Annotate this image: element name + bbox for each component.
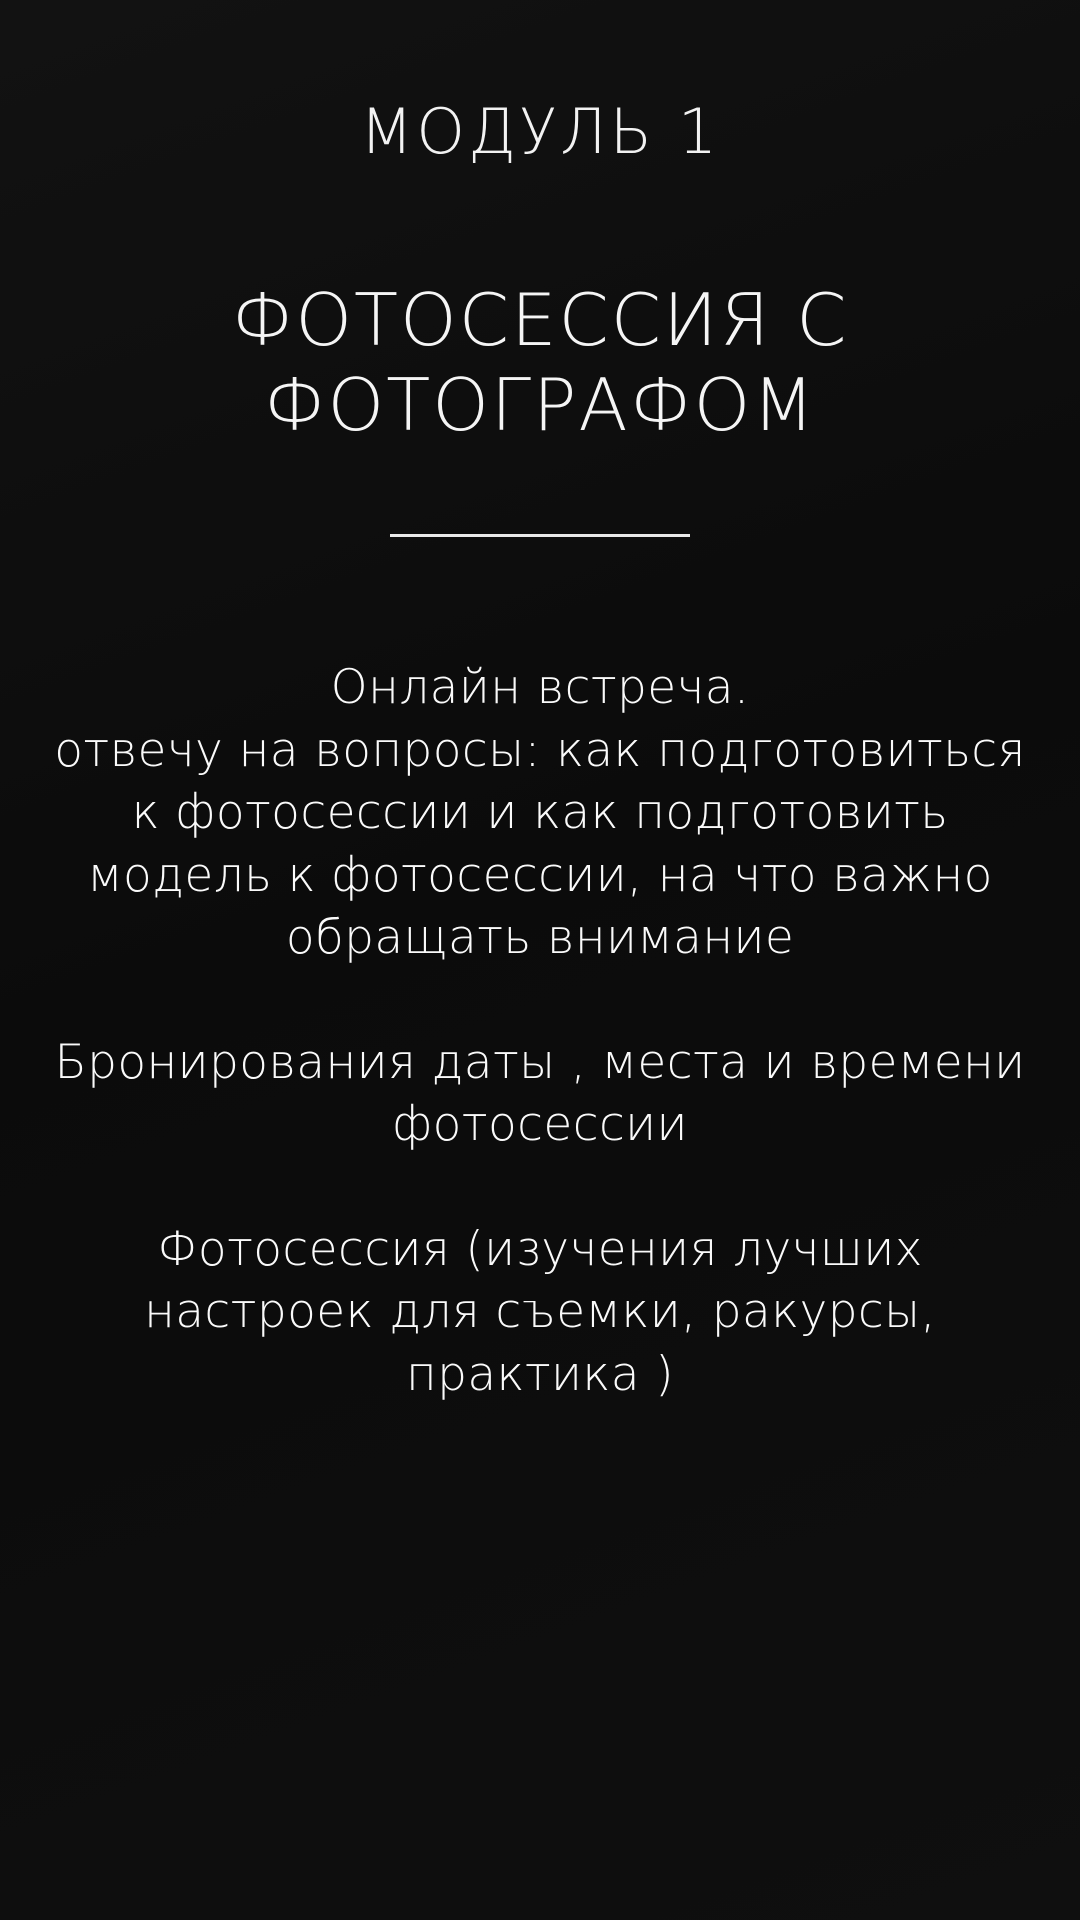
- page-title: ФОТОСЕССИЯ С ФОТОГРАФОМ: [231, 278, 849, 448]
- paragraph-photoshoot: Фотосессия (изучения лучших настроек для съемки, ракурсы, практика ): [144, 1221, 936, 1402]
- divider: [390, 534, 690, 537]
- paragraph-intro: Онлайн встреча. отвечу на вопросы: как подготовиться к фотосессии и как подготовить модель к фотосессии, на что важно обращать внимание: [54, 660, 1026, 966]
- paragraph-booking: Бронирования даты , места и времени фотосессии: [54, 1034, 1026, 1153]
- body-block: [35, 657, 1045, 1406]
- module-label: МОДУЛЬ 1: [359, 95, 721, 168]
